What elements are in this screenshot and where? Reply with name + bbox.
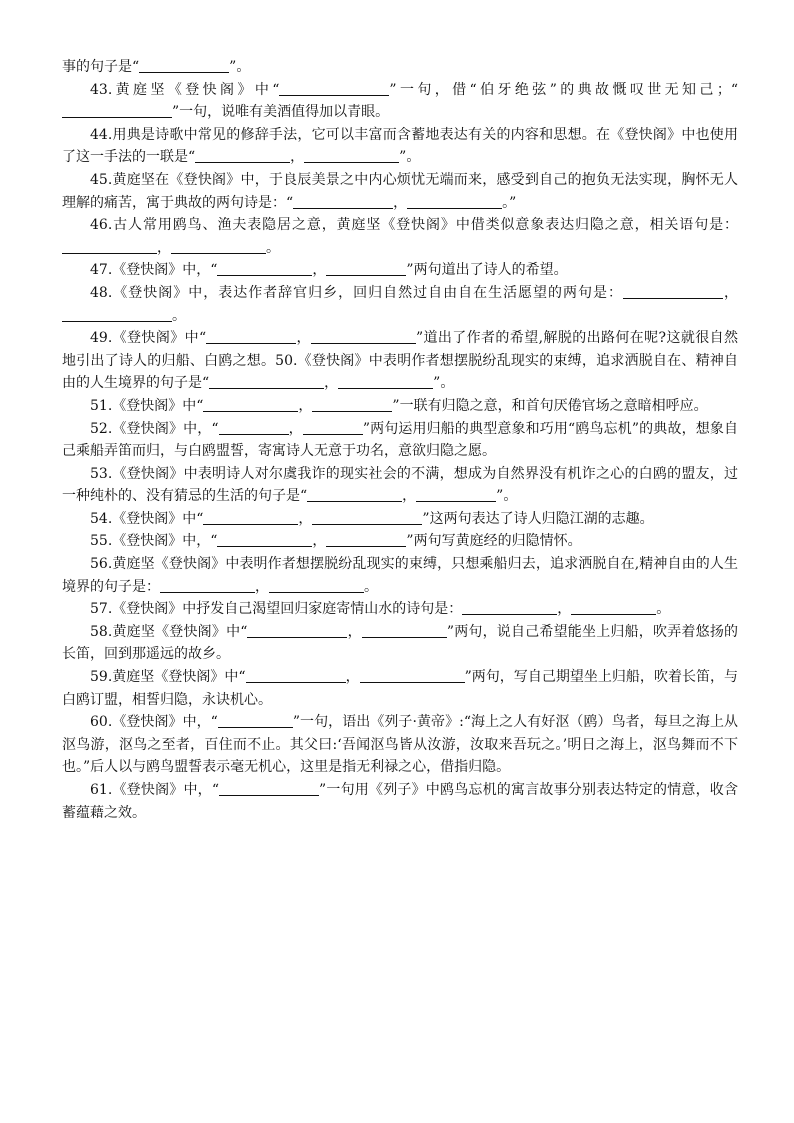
question-text: 43.黄庭坚《登快阁》中“	[90, 81, 280, 98]
question-text: ，	[288, 420, 303, 437]
question-49-50	[62, 327, 738, 395]
question-text: 55.《登快阁》中，“	[90, 533, 218, 550]
question-text: 。”	[502, 194, 517, 211]
question-text: ，	[157, 239, 171, 256]
answer-blank[interactable]	[307, 487, 402, 502]
question-text: 57.《登快阁》中抒发自己渴望回归家庭寄情山水的诗句是：	[90, 601, 463, 618]
answer-blank[interactable]	[217, 261, 312, 276]
question-text: 46.古人常用鸥鸟、渔夫表隐居之意，黄庭坚《登快阁》中借类似意象表达归隐之意，相关语句是：	[90, 217, 738, 234]
answer-blank[interactable]	[303, 420, 363, 435]
question-55	[62, 530, 738, 553]
question-text: ”道出了作者的希望,解脱的出路何在呢?这就很自然地引出了诗人的归船、白鸥之想。50.《登快阁》中表明作者想摆脱纷乱现实的束缚，追求洒脱自在、精神自由的人生境界的句子是“	[62, 330, 739, 392]
answer-blank[interactable]	[293, 194, 393, 209]
question-text: ，	[324, 375, 339, 392]
question-text: 事的句子是“	[62, 59, 140, 75]
answer-blank[interactable]	[362, 623, 447, 638]
question-text: ，	[312, 262, 327, 279]
question-text: ”。	[229, 59, 251, 75]
answer-blank[interactable]	[62, 307, 172, 322]
answer-blank[interactable]	[62, 103, 172, 118]
question-text: 。	[172, 307, 186, 324]
question-text: 48.《登快阁》中，表达作者辞官归乡，回归自然过自由自在生活愿望的两句是：	[90, 284, 624, 301]
answer-blank[interactable]	[304, 148, 399, 163]
question-text: 61.《登快阁》中，“	[90, 782, 220, 798]
question-text: ”。	[433, 375, 455, 392]
question-text: ，	[402, 488, 417, 505]
question-text: ”两句，写自己期望坐上归船，吹着长笛，与白鸥订盟，相誓归隐，永诀机心。	[62, 669, 739, 708]
question-text: 59.黄庭坚《登快阁》中“	[90, 669, 246, 686]
answer-blank[interactable]	[571, 600, 656, 615]
question-text: 60.《登快阁》中，“	[90, 714, 218, 731]
answer-blank[interactable]	[195, 148, 290, 163]
answer-blank[interactable]	[462, 600, 557, 615]
question-48	[62, 282, 738, 327]
question-text: ”一句，借“伯牙绝弦”的典故慨叹世无知己；“	[389, 81, 738, 98]
question-text: 52.《登快阁》中，“	[90, 420, 219, 437]
answer-blank[interactable]	[219, 420, 289, 435]
answer-blank[interactable]	[206, 329, 296, 344]
question-51	[62, 395, 738, 418]
question-45	[62, 169, 738, 214]
question-text: ，	[312, 533, 327, 550]
answer-blank[interactable]	[203, 510, 298, 525]
question-text: 。	[266, 239, 280, 256]
question-text: ”。	[496, 488, 518, 505]
question-46	[62, 214, 738, 259]
answer-blank[interactable]	[360, 668, 465, 683]
answer-blank[interactable]	[407, 194, 502, 209]
answer-blank[interactable]	[312, 397, 392, 412]
question-text: ”这两句表达了诗人归隐江湖的志趣。	[422, 510, 654, 527]
question-text: 。	[364, 578, 378, 595]
question-text: 。	[656, 601, 671, 618]
question-text: ”两句，说自己希望能坐上归船，吹弄着悠扬的长笛，回到那遥远的故乡。	[62, 623, 739, 663]
question-59	[62, 666, 738, 711]
question-text: ，	[298, 397, 313, 414]
question-56	[62, 553, 738, 598]
answer-blank[interactable]	[246, 668, 346, 683]
answer-blank[interactable]	[62, 239, 157, 254]
worksheet-page	[62, 56, 738, 824]
question-text: ，	[345, 669, 360, 686]
question-text: 58.黄庭坚《登快阁》中“	[90, 623, 248, 640]
answer-blank[interactable]	[219, 781, 319, 796]
question-text: ”。	[399, 149, 421, 166]
question-text: ”一句，说唯有美酒值得加以青眼。	[172, 104, 390, 121]
answer-blank[interactable]	[311, 329, 416, 344]
question-text: 56.黄庭坚《登快阁》中表明作者想摆脱纷乱现实的束缚，只想乘船归去，追求洒脱自在,精神自由的人生境界的句子是：	[62, 556, 738, 595]
question-text: ，	[557, 601, 572, 618]
question-text: ”两句运用归船的典型意象和巧用“鸥鸟忘机”的典故，想象自己乘船弄笛而归，与白鸥盟誓，寄寓诗人无意于功名，意欲归隐之愿。	[62, 420, 738, 460]
question-57	[62, 598, 738, 621]
question-text: 49.《登快阁》中“	[90, 330, 207, 347]
question-text: 44.用典是诗歌中常见的修辞手法，它可以丰富而含蓄地表达有关的内容和思想。在《登快阁》中也使用了这一手法的一联是“	[62, 126, 738, 166]
answer-blank[interactable]	[247, 623, 347, 638]
answer-blank[interactable]	[171, 239, 266, 254]
question-text: ”一联有归隐之意，和首句厌倦官场之意暗相呼应。	[392, 397, 708, 414]
question-text: 53.《登快阁》中表明诗人对尔虞我诈的现实社会的不满，想成为自然界没有机诈之心的白鸥的盟友，过一种纯朴的、没有猜忌的生活的句子是“	[62, 465, 738, 505]
answer-blank[interactable]	[326, 261, 406, 276]
answer-blank[interactable]	[312, 510, 422, 525]
question-text: ，	[723, 284, 739, 301]
question-text: 54.《登快阁》中“	[90, 510, 204, 527]
answer-blank[interactable]	[269, 578, 364, 593]
question-60	[62, 711, 738, 779]
question-54	[62, 508, 738, 531]
question-53	[62, 463, 738, 508]
question-58	[62, 621, 738, 666]
question-text: 51.《登快阁》中“	[90, 397, 204, 414]
question-text: ”一句，语出《列子·黄帝》:“海上之人有好沤（鸥）鸟者，每旦之海上从沤鸟游，沤鸟之至者，百住而不止。其父曰:‘吾闻沤鸟皆从汝游，汝取来吾玩之。’明日之海上，沤鸟舞而不下 也。”后人以与鸥鸟盟誓表示毫无机心，这里是指无利禄之心，借指归隐。	[62, 714, 738, 776]
answer-blank[interactable]	[326, 532, 406, 547]
answer-blank[interactable]	[416, 487, 496, 502]
answer-blank[interactable]	[160, 578, 255, 593]
question-47	[62, 259, 738, 282]
answer-blank[interactable]	[623, 284, 723, 299]
answer-blank[interactable]	[279, 81, 389, 96]
question-text: ”一句用《列子》中鸥鸟忘机的寓言故事分别表达特定的情意，收含蓄蕴藉之效。	[62, 782, 739, 821]
question-61	[62, 779, 738, 824]
question-text: 45.黄庭坚在《登快阁》中，于良辰美景之中内心烦忧无端而来，感受到自己的抱负无法实现，胸怀无人理解的痛苦，寓于典故的两句诗是：“	[62, 171, 738, 211]
answer-blank[interactable]	[203, 397, 298, 412]
question-text: ，	[290, 149, 305, 166]
question-42-tail	[62, 56, 738, 79]
answer-blank[interactable]	[338, 374, 433, 389]
question-44	[62, 124, 738, 169]
question-text: 47.《登快阁》中，“	[90, 262, 218, 279]
answer-blank[interactable]	[218, 713, 293, 728]
question-text: ，	[255, 578, 269, 595]
question-text: ，	[393, 194, 408, 211]
answer-blank[interactable]	[209, 374, 324, 389]
answer-blank[interactable]	[139, 58, 229, 73]
question-text: ”两句道出了诗人的希望。	[406, 262, 568, 279]
question-52	[62, 418, 738, 463]
answer-blank[interactable]	[217, 532, 312, 547]
question-text: ，	[296, 330, 311, 347]
question-text: ，	[347, 623, 362, 640]
question-43	[62, 79, 738, 124]
question-text: ，	[298, 510, 313, 527]
question-text: ”两句写黄庭经的归隐情怀。	[406, 533, 582, 550]
